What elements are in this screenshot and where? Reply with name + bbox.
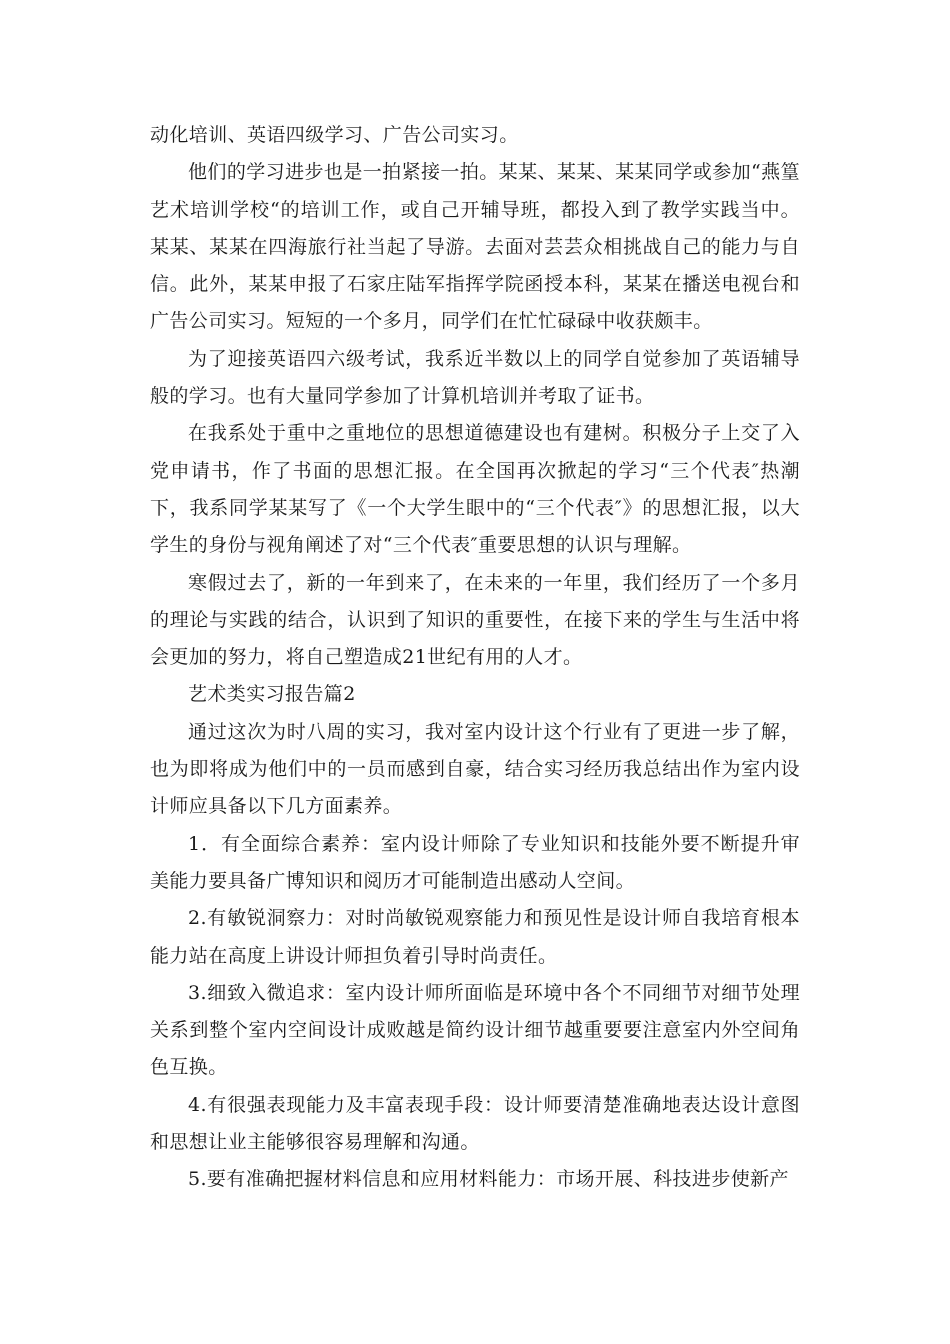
- paragraph-study-progress: 他们的学习进步也是一拍紧接一拍。某某、某某、某某同学或参加“燕篁艺术培训学校“的培训工作，或自己开辅导班，都投入到了教学实践当中。某某、某某在四海旅行社当起了导游。去面对芸芸众相挑战自己的能力与自信。此外，某某申报了石家庄陆军指挥学院函授本科，某某在播送电视台和广告公司实习。短短的一个多月，同学们在忙忙碌碌中收获颇丰。: [150, 161, 800, 333]
- paragraph-conclusion: 寒假过去了，新的一年到来了，在未来的一年里，我们经历了一个多月的理论与实践的结合，认识到了知识的重要性，在接下来的学生与生活中将会更加的努力，将自己塑造成21世纪有用的人才。: [150, 571, 800, 669]
- section-heading: 艺术类实习报告篇2: [188, 683, 356, 706]
- document-body: [150, 117, 800, 1199]
- list-item-1: 1．有全面综合素养：室内设计师除了专业知识和技能外要不断提升审美能力要具备广博知识和阅历才可能制造出感动人空间。: [150, 832, 800, 892]
- paragraph-internship-intro: 通过这次为时八周的实习，我对室内设计这个行业有了更进一步了解，也为即将成为他们中的一员而感到自豪，结合实习经历我总结出作为室内设计师应具备以下几方面素养。: [150, 720, 800, 818]
- list-item-4: 4.有很强表现能力及丰富表现手段：设计师要清楚准确地表达设计意图和思想让业主能够很容易理解和沟通。: [150, 1093, 800, 1154]
- paragraph-moral-construction: 在我系处于重中之重地位的思想道德建设也有建树。积极分子上交了入党申请书，作了书面的思想汇报。在全国再次掀起的学习“三个代表″热潮下，我系同学某某写了《一个大学生眼中的“三个代表″》的思想汇报，以大学生的身份与视角阐述了对“三个代表″重要思想的认识与理解。: [150, 422, 800, 557]
- paragraph-english-exam: 为了迎接英语四六级考试，我系近半数以上的同学自觉参加了英语辅导般的学习。也有大量同学参加了计算机培训并考取了证书。: [150, 347, 800, 408]
- paragraph-continuation: 动化培训、英语四级学习、广告公司实习。: [150, 124, 519, 146]
- list-item-5: 5.要有准确把握材料信息和应用材料能力：市场开展、科技进步使新产: [188, 1168, 789, 1191]
- list-item-2: 2.有敏锐洞察力：对时尚敏锐观察能力和预见性是设计师自我培育根本能力站在高度上讲设计师担负着引导时尚责任。: [150, 907, 800, 967]
- list-item-3: 3.细致入微追求：室内设计师所面临是环境中各个不同细节对细节处理关系到整个室内空间设计成败越是简约设计细节越重要要注意室内外空间角色互换。: [150, 981, 800, 1079]
